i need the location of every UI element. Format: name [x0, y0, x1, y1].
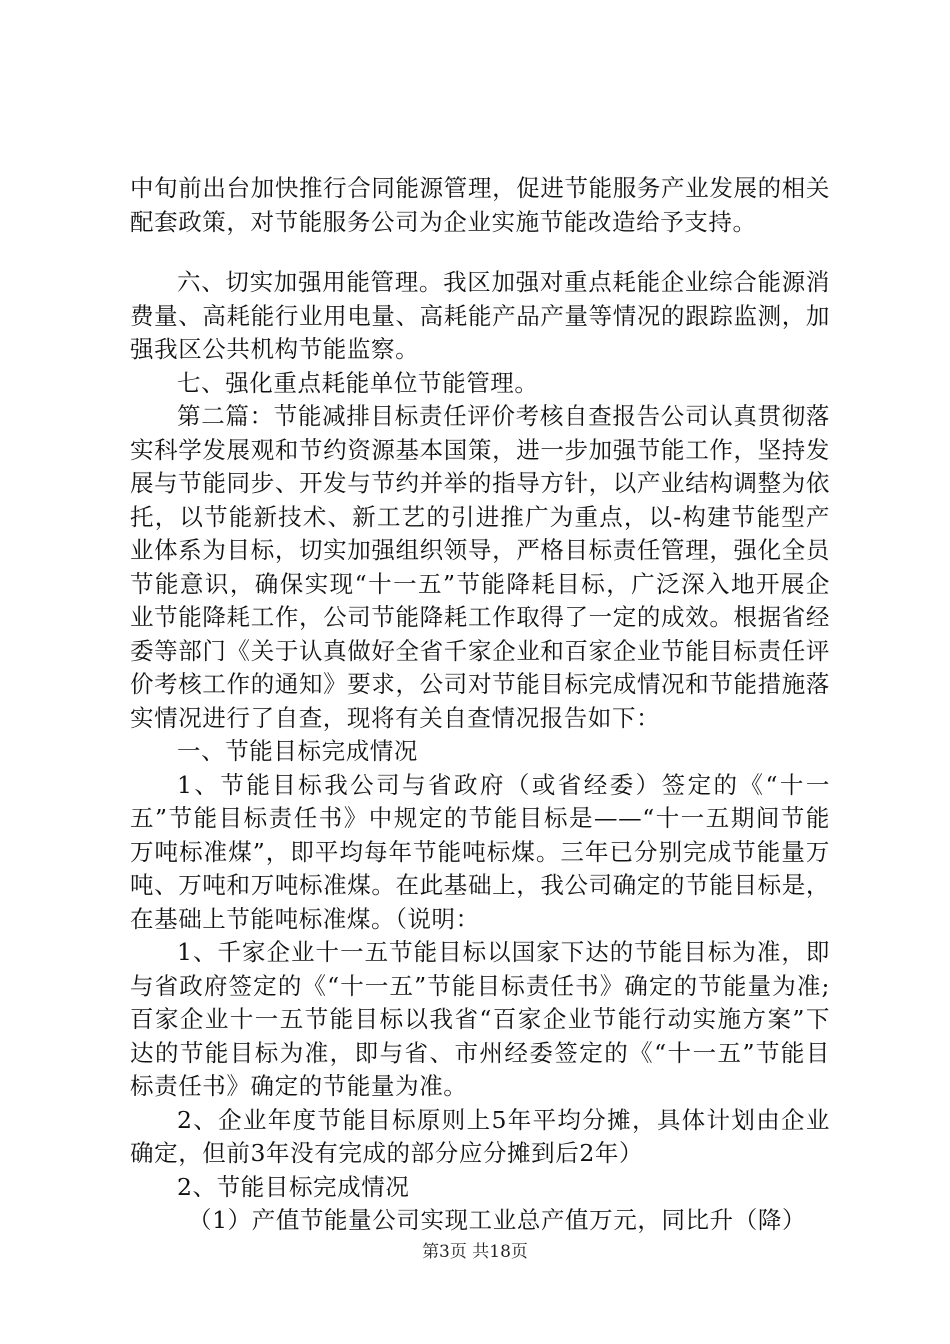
paragraph-note-two: 2、企业年度节能目标原则上5年平均分摊，具体计划由企业确定，但前3年没有完成的部分应分摊到后2年） — [130, 1105, 830, 1167]
page-number-footer: 第3页 共18页 — [422, 1242, 528, 1262]
paragraph-intro: 中旬前出台加快推行合同能源管理，促进节能服务产业发展的相关配套政策，对节能服务公司为企业实施节能改造给予支持。 — [130, 174, 830, 236]
paragraph-section-six: 六、切实加强用能管理。我区加强对重点耗能企业综合能源消费量、高耗能行业用电量、高耗能产品产量等情况的跟踪监测，加强我区公共机构节能监察。 — [130, 268, 830, 363]
paragraph-energy-target: 1、节能目标我公司与省政府（或省经委）签定的《“十一五”节能目标责任书》中规定的节能目标是——“十一五期间节能万吨标准煤”，即平均每年节能吨标煤。三年已分别完成节能量万吨、万吨和万吨标准煤。在此基础上，我公司确定的节能目标是，在基础上节能吨标准煤。（说明： — [130, 770, 830, 933]
document-body — [130, 172, 830, 1238]
paragraph-section-seven: 七、强化重点耗能单位节能管理。 — [177, 368, 539, 397]
paragraph-output-energy-saving: （1）产值节能量公司实现工业总产值万元，同比升（降） — [188, 1206, 807, 1234]
paragraph-second-article: 第二篇：节能减排目标责任评价考核自查报告公司认真贯彻落实科学发展观和节约资源基本国策，进一步加强节能工作，坚持发展与节能同步、开发与节约并举的指导方针，以产业结构调整为依托，以节能新技术、新工艺的引进推广为重点，以-构建节能型产业体系为目标，切实加强组织领导，严格目标责任管理，强化全员节能意识，确保实现“十一五”节能降耗目标，广泛深入地开展企业节能降耗工作，公司节能降耗工作取得了一定的成效。根据省经委等部门《关于认真做好全省千家企业和百家企业节能目标责任评价考核工作的通知》要求，公司对节能目标完成情况和节能措施落实情况进行了自查，现将有关自查情况报告如下： — [130, 402, 830, 732]
heading-target-completion-status: 2、节能目标完成情况 — [177, 1172, 410, 1201]
heading-energy-target-completion: 一、节能目标完成情况 — [177, 737, 418, 765]
paragraph-note-one: 1、千家企业十一五节能目标以国家下达的节能目标为准，即与省政府签定的《“十一五”节能目标责任书》确定的节能量为准;百家企业十一五节能目标以我省“百家企业节能行动实施方案”下达的节能目标为准，即与省、市州经委签定的《“十一五”节能目标责任书》确定的节能量为准。 — [130, 938, 830, 1100]
